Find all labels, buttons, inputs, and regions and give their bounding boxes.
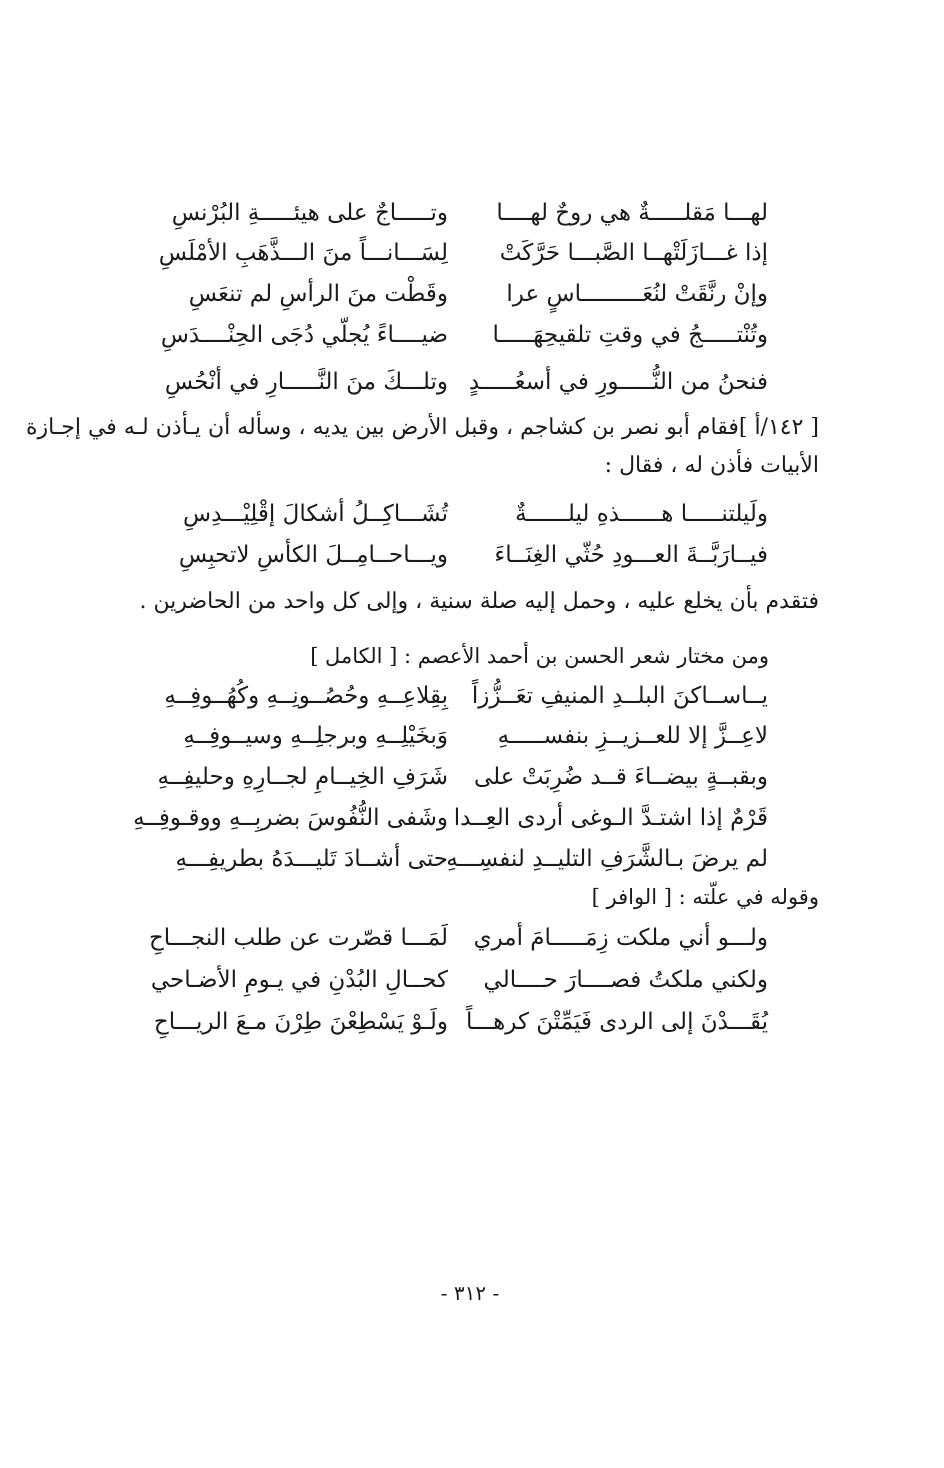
second-hemistich: وتـــــاجٌ على هيئـــــةِ البُرْنسِ: [171, 200, 448, 226]
second-hemistich: حتى أشــادَ تَليـــدَهُ بطريفِـــهِ: [175, 846, 448, 872]
section-heading: ومن مختار شعر الحسن بن أحمد الأعصم : [ الكامل ]: [310, 644, 769, 668]
first-hemistich: لم يرضَ بـالشَّرَفِ التليــدِ لنفسِـــهِ: [446, 846, 768, 872]
verse-line: [168, 193, 768, 233]
first-hemistich: إذا غـــازَلَتْهــا الصَّبـــا حَرَّكَتْ: [499, 240, 768, 266]
narrative-line: الأبيات فأذن له ، فقال :: [604, 453, 819, 478]
second-hemistich: شَرَفِ الخِيــامِ لجــارِهِ وحليفِــهِ: [157, 764, 448, 790]
verse-line: [168, 716, 768, 756]
first-hemistich: يــاســاكنَ البلــدِ المنيفِ تعَــزُّزاً: [471, 683, 768, 709]
second-hemistich: وشَفى النُّفُوسَ بضربِــهِ ووقـوفِــهِ: [133, 805, 448, 831]
first-hemistich: ولَيلتنـــــا هــــــذهِ ليلــــــةٌ: [515, 501, 768, 527]
verse-line: [148, 918, 768, 958]
first-hemistich: فنحنُ من النُّـــــورِ في أسعُـــــدٍ: [468, 369, 768, 395]
second-hemistich: لِسَـــانـــاً منَ الـــذَّهَبِ الأمْلَسِ: [158, 240, 448, 266]
second-hemistich: تُشَـــاكِــلُ أشكالَ إقْلِيْـــدِسِ: [183, 501, 448, 527]
second-hemistich: لَمَـــا قصّرت عن طلب النجـــاحِ: [148, 925, 448, 951]
verse-line: [168, 494, 768, 534]
verse-line: [153, 1002, 768, 1042]
second-hemistich: ويـــاحــامِــلَ الكأسِ لاتحبِسِ: [178, 542, 448, 568]
first-hemistich: يُقَـــدْنَ إلى الردى فَيَمِّتْنَ كرهـــاً: [465, 1009, 768, 1035]
verse-line: [157, 757, 768, 797]
first-hemistich: ولـــو أني ملكت زِمَـــــامَ أمري: [473, 925, 768, 951]
second-hemistich: ضيــــاءً يُجلّي دُجَى الحِنْــــدَسِ: [160, 322, 448, 348]
verse-line: [133, 798, 768, 838]
first-hemistich: لهـــا مَقلـــــةٌ هي روحٌ لهــــا: [496, 200, 768, 226]
second-hemistich: ولَـوْ يَسْطِعْنَ طِرْنَ مـعَ الريـــاحِ: [153, 1009, 448, 1035]
verse-line: [168, 839, 768, 879]
first-hemistich: وتُنْتـــــجُ في وقتِ تلقيحِهَـــــا: [492, 322, 768, 348]
second-hemistich: بِقِلاعِــهِ وحُصُــونِــهِ وكُهُــوفِــهِ: [164, 683, 448, 709]
verse-line: [164, 676, 768, 716]
section-heading: وقوله في علّته : [ الوافر ]: [591, 885, 819, 909]
verse-line: [168, 274, 768, 314]
first-hemistich: وإنْ رنَّقَتْ لنُعَـــــــــاسٍ عرا: [506, 281, 768, 307]
verse-line: [164, 362, 768, 402]
second-hemistich: وَبخَيْلِــهِ وبرجلِــهِ وسيــوفِــهِ: [183, 723, 448, 749]
second-hemistich: كحــالِ البُدْنِ في يـومِ الأضـاحي: [150, 967, 448, 993]
verse-line: [150, 960, 768, 1000]
narrative-line: [ ١٤٢/أ ]فقام أبو نصر بن كشاجم ، وقبل الأرض بين يديه ، وسأله أن يـأذن لـه في إجـازة: [25, 415, 819, 440]
second-hemistich: وقَطْت منَ الرأسِ لم تنعَسِ: [188, 281, 448, 307]
first-hemistich: ولكني ملكتُ فصــــارَ حــــالي: [483, 967, 768, 993]
verse-line: [158, 233, 768, 273]
second-hemistich: وتلـــكَ منَ النَّـــــارِ في أنْحُسِ: [164, 369, 448, 395]
first-hemistich: وبقبــةٍ بيضــاءَ قــد ضُرِبَتْ على: [474, 764, 768, 790]
verse-line: [168, 535, 768, 575]
first-hemistich: لاعِــزَّ إلا للعــزيــزِ بنفســـــهِ: [497, 723, 768, 749]
page-number: - ٣١٢ -: [440, 1281, 500, 1305]
narrative-line: فتقدم بأن يخلع عليه ، وحمل إليه صلة سنية ، وإلى كل واحد من الحاضرين .: [139, 589, 819, 614]
first-hemistich: فيــارَبَّــةَ العـــودِ حُثّي الغِنَــاءَ: [494, 542, 768, 568]
verse-line: [160, 315, 768, 355]
first-hemistich: قَرْمٌ إذا اشتـدَّ الـوغى أردى العِــدا: [453, 805, 768, 831]
